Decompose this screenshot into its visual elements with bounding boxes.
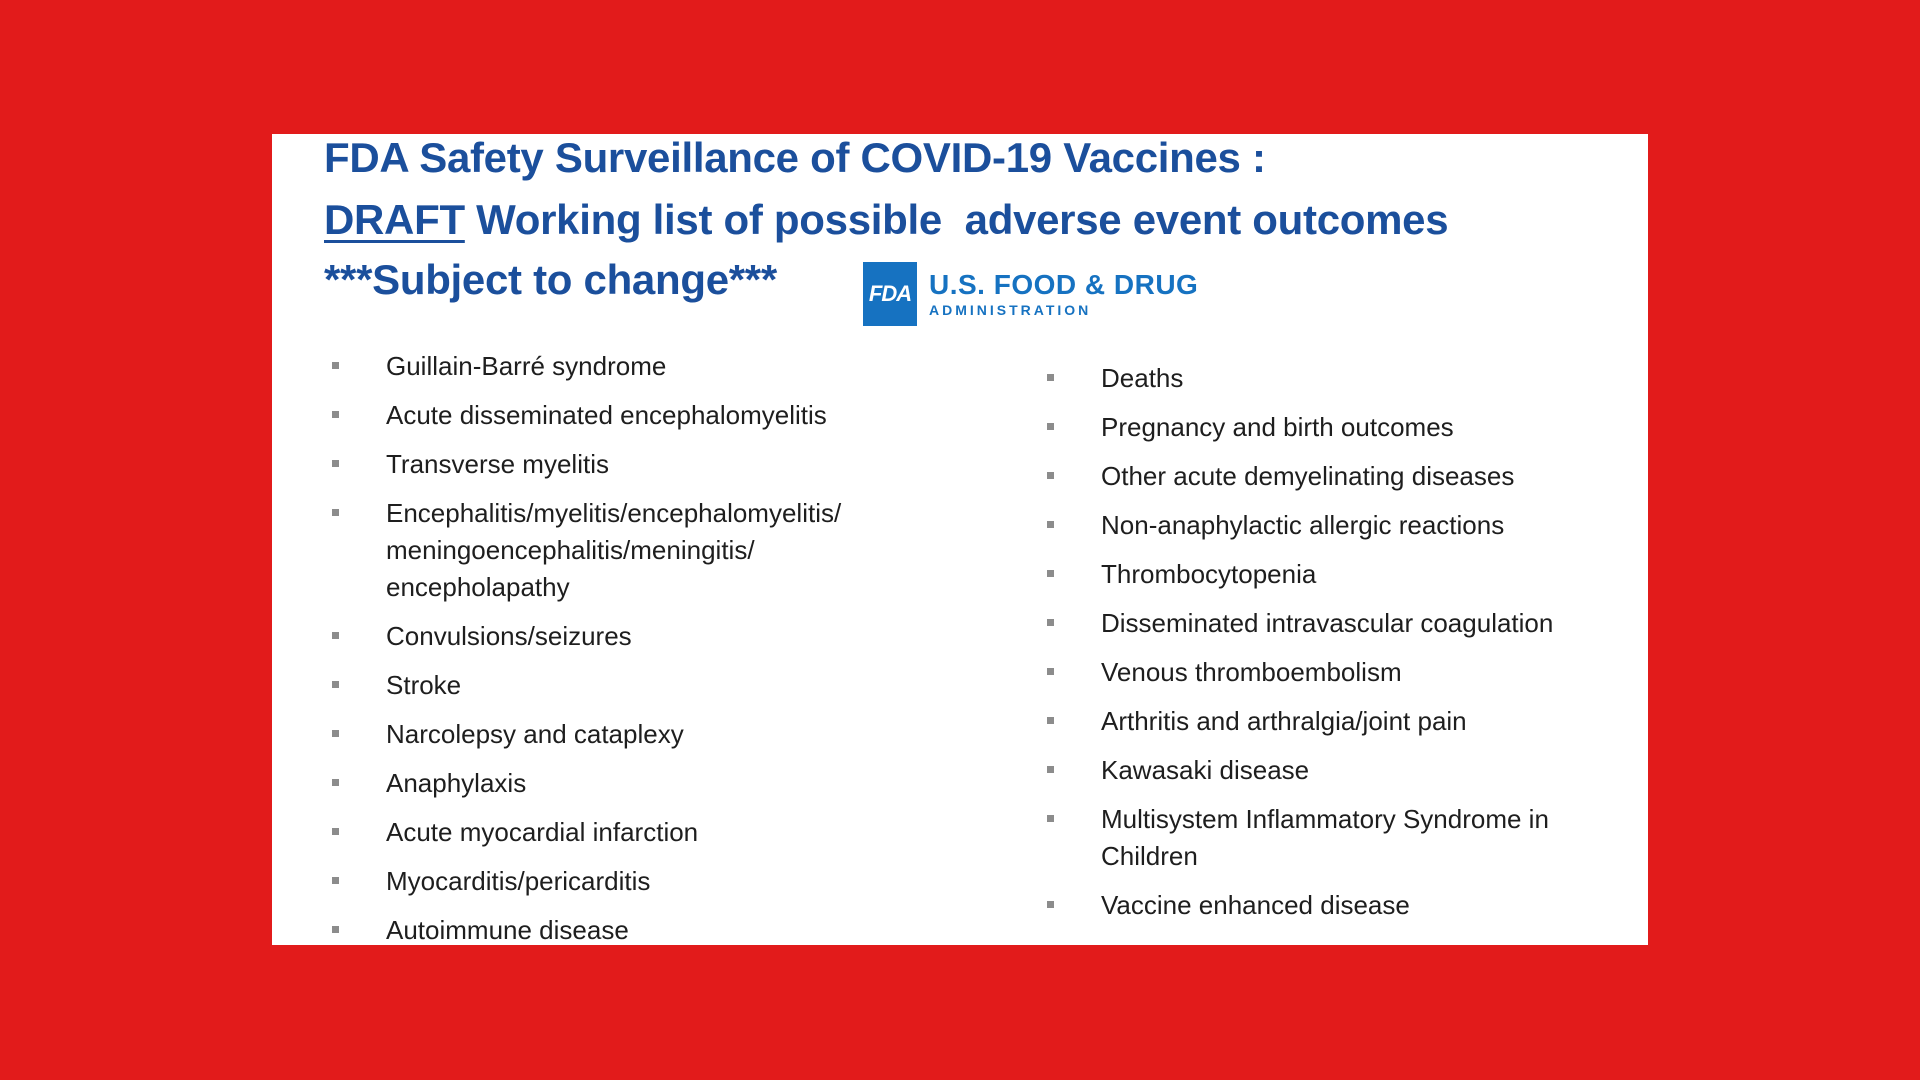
list-item-text: Kawasaki disease <box>1101 755 1310 785</box>
bullet-icon <box>332 681 339 688</box>
bullet-icon <box>1047 521 1054 528</box>
list-item-text: Vaccine enhanced disease <box>1101 890 1410 920</box>
list-item-text: Anaphylaxis <box>386 768 527 798</box>
bullet-icon <box>1047 570 1054 577</box>
bullet-icon <box>1047 619 1054 626</box>
fda-logo-sub: ADMINISTRATION <box>929 302 1092 318</box>
list-item-text: Narcolepsy and cataplexy <box>386 719 684 749</box>
list-item-text: Guillain-Barré syndrome <box>386 351 667 381</box>
bullet-icon <box>332 926 339 933</box>
list-item <box>1047 887 1637 924</box>
list-item <box>332 348 972 385</box>
list-item <box>1047 654 1637 691</box>
list-item <box>332 618 972 655</box>
list-item <box>332 495 906 606</box>
list-item-text: Autoimmune disease <box>386 915 629 945</box>
list-item <box>1047 556 1637 593</box>
draft-label: DRAFT <box>324 196 465 243</box>
list-item <box>332 446 972 483</box>
bullet-icon <box>1047 374 1054 381</box>
list-item-text: Venous thromboembolism <box>1101 657 1402 687</box>
bullet-icon <box>332 411 339 418</box>
right-outcome-list <box>1047 360 1637 936</box>
bullet-icon <box>1047 815 1054 822</box>
subject-to-change: ***Subject to change*** <box>324 256 777 303</box>
list-item <box>1047 752 1637 789</box>
bullet-icon <box>332 632 339 639</box>
bullet-icon <box>1047 901 1054 908</box>
list-item-text: Multisystem Inflammatory Syndrome in Children <box>1101 804 1549 871</box>
bullet-icon <box>332 509 339 516</box>
bullet-icon <box>332 877 339 884</box>
list-item-text: Pregnancy and birth outcomes <box>1101 412 1454 442</box>
list-item-text: Myocarditis/pericarditis <box>386 866 651 896</box>
left-outcome-list <box>332 348 972 945</box>
bullet-icon <box>1047 766 1054 773</box>
bullet-icon <box>332 730 339 737</box>
bullet-icon <box>332 460 339 467</box>
bullet-icon <box>1047 668 1054 675</box>
list-item-text: Acute disseminated encephalomyelitis <box>386 400 827 430</box>
list-item <box>332 814 972 851</box>
list-item <box>332 397 972 434</box>
fda-mark-icon: FDA <box>863 262 917 326</box>
bullet-icon <box>332 362 339 369</box>
list-item <box>1047 801 1571 875</box>
title-line-1: FDA Safety Surveillance of COVID-19 Vaccines : <box>324 134 1266 181</box>
list-item <box>1047 507 1637 544</box>
slide <box>272 134 1648 945</box>
list-item-text: Arthritis and arthralgia/joint pain <box>1101 706 1467 736</box>
fda-logo-name: U.S. FOOD & DRUG <box>929 269 1199 300</box>
list-item-text: Disseminated intravascular coagulation <box>1101 608 1554 638</box>
list-item-text: Deaths <box>1101 363 1184 393</box>
list-item <box>1047 458 1637 495</box>
bullet-icon <box>332 779 339 786</box>
bullet-icon <box>1047 423 1054 430</box>
bullet-icon <box>1047 717 1054 724</box>
list-item <box>1047 703 1637 740</box>
bullet-icon <box>332 828 339 835</box>
list-item-text: Stroke <box>386 670 462 700</box>
list-item-text: Encephalitis/myelitis/encephalomyelitis/ meningoencephalitis/meningitis/ encepholapathy <box>386 498 842 602</box>
list-item <box>332 765 972 802</box>
list-item <box>332 912 972 945</box>
title-line-2-text: Working list of possible adverse event outcomes <box>464 196 1449 243</box>
list-item-text: Thrombocytopenia <box>1101 559 1317 589</box>
list-item <box>1047 409 1637 446</box>
list-item <box>332 716 972 753</box>
list-item <box>332 863 972 900</box>
list-item-text: Transverse myelitis <box>386 449 609 479</box>
list-item <box>332 667 972 704</box>
title-line-2 <box>324 196 1448 244</box>
bullet-icon <box>1047 472 1054 479</box>
list-item <box>1047 605 1637 642</box>
list-item <box>1047 360 1637 397</box>
fda-logo <box>863 262 1198 326</box>
list-item-text: Other acute demyelinating diseases <box>1101 461 1515 491</box>
list-item-text: Acute myocardial infarction <box>386 817 699 847</box>
list-item-text: Convulsions/seizures <box>386 621 632 651</box>
list-item-text: Non-anaphylactic allergic reactions <box>1101 510 1505 540</box>
